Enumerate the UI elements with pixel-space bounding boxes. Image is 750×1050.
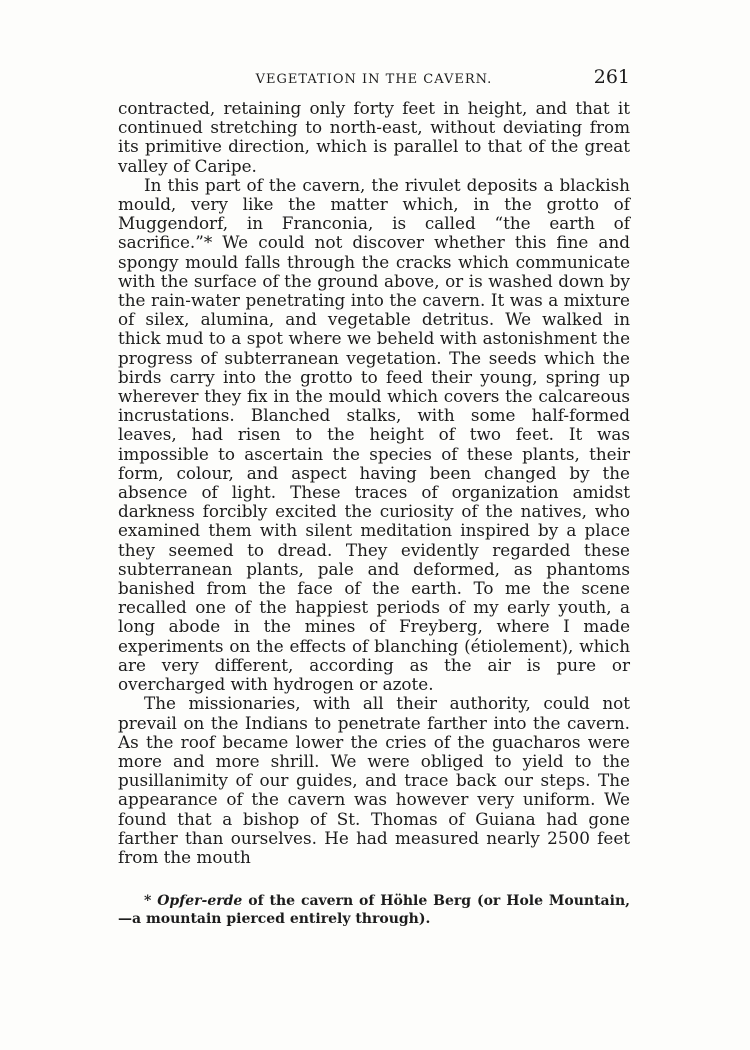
footnote — [118, 893, 630, 928]
body-text — [118, 99, 630, 867]
paragraph-missionaries: The missionaries, with all their authority, could not prevail on the Indians to penetrate farther into the cavern. As the roof became lower the cries of the guacharos were more and more shrill. We were obliged to yield to the pusillanimity of our guides, and trace back our steps. The appearance of the cavern was however very uniform. We found that a bishop of St. Thomas of Guiana had gone farther than ourselves. He had measured nearly 2500 feet from the mouth — [118, 693, 630, 867]
page-number: 261 — [593, 66, 630, 88]
paragraph-mould-vegetation: In this part of the cavern, the rivulet deposits a blackish mould, very like the matter which, in the grotto of Muggendorf, in Franconia, is called “the earth of sacrifice.”* We could not discover whether this fine and spongy mould falls through the cracks which communicate with the surface of the ground above, or is washed down by the rain-water penetrating into the cavern. It was a mixture of silex, alumina, and vegetable detritus. We walked in thick mud to a spot where we beheld with astonishment the progress of subterranean vegetation. The seeds which the birds carry into the grotto to feed their young, spring up wherever they fix in the mould which covers the calcareous incrustations. Blanched stalks, with some half-formed leaves, had risen to the height of two feet. It was impossible to ascertain the species of these plants, their form, colour, and aspect having been changed by the absence of light. These traces of organization amidst darkness forcibly excited the curiosity of the natives, who examined them with silent meditation inspired by a place they seemed to dread. They evidently regarded these subterranean plants, pale and deformed, as phantoms banished from the face of the earth. To me the scene recalled one of the happiest periods of my early youth, a long abode in the mines of Freyberg, where I made experiments on the effects of blanching (étiolement), which are very different, according as the air is pure or overcharged with hydrogen or azote. — [118, 174, 630, 695]
footnote-text: of the cavern of Höhle Berg (or Hole Mountain,—a mountain pierced entirely through). — [118, 893, 631, 927]
running-head — [118, 66, 630, 92]
footnote-term: Opfer-erde — [157, 893, 243, 909]
footnote-marker: * — [144, 893, 152, 909]
running-title: VEGETATION IN THE CAVERN. — [255, 72, 493, 87]
paragraph-continued: contracted, retaining only forty feet in height, and that it continued stretching to north-east, without deviating from its primitive direction, which is parallel to that of the great valley of Caripe. — [118, 98, 630, 176]
